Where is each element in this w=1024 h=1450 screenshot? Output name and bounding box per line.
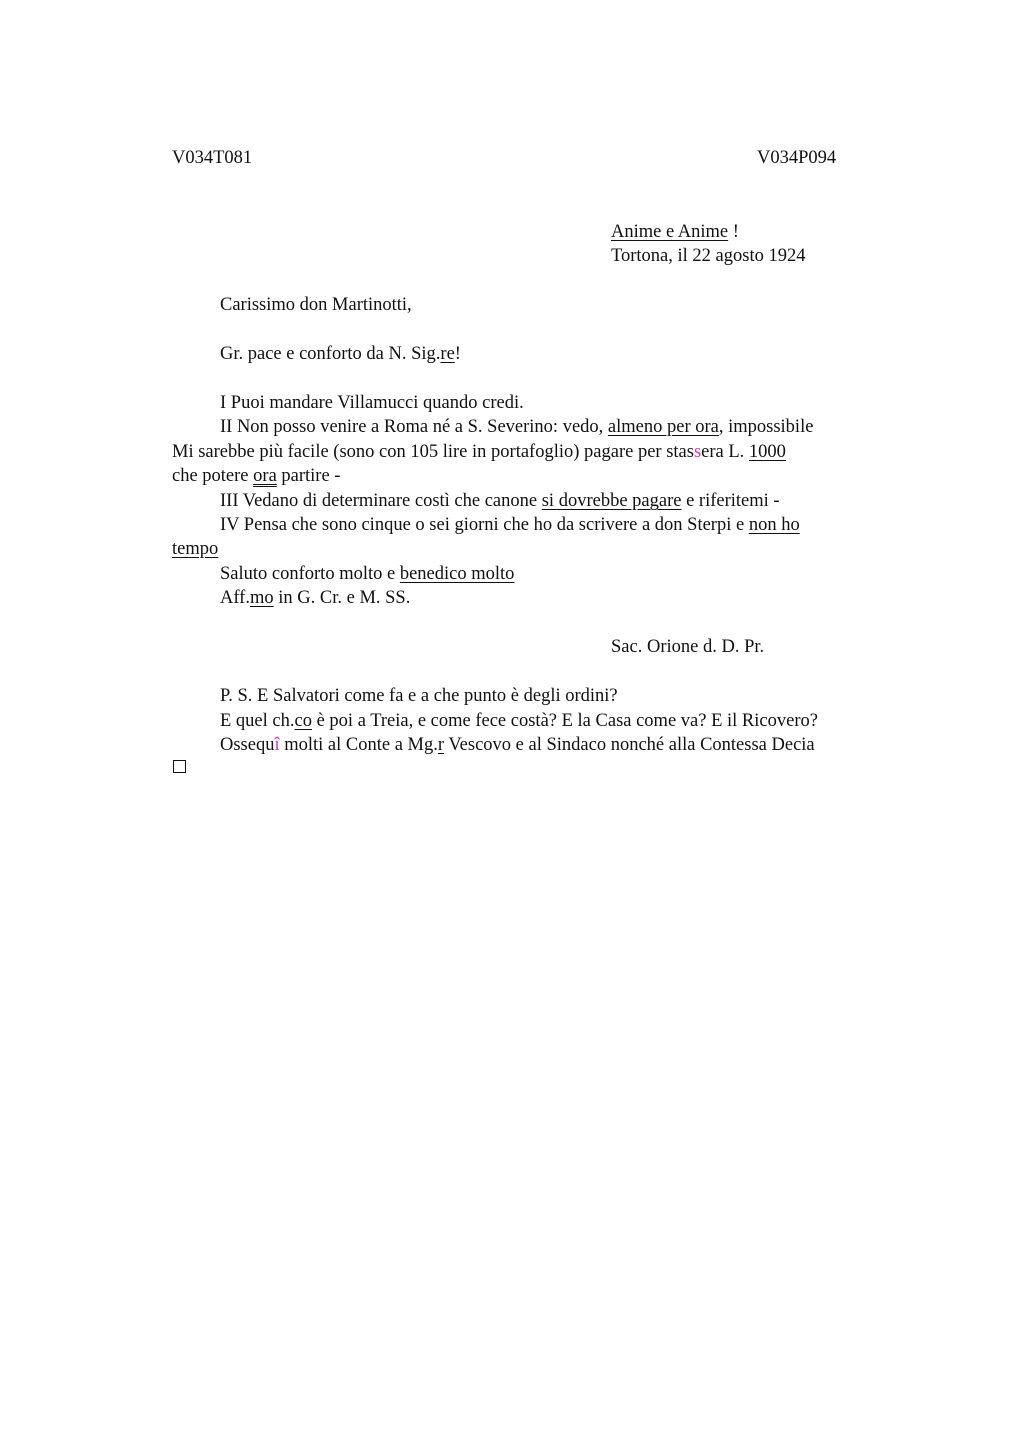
ps-2-end: è poi a Treia, e come fece costà? E la Casa come va? E il Ricovero? — [311, 711, 818, 731]
motto-mark: ! — [728, 222, 739, 242]
point-2-text-4: che potere — [172, 466, 254, 486]
point-3-end: e riferitemi - — [681, 491, 780, 511]
point-2-line-1 — [220, 415, 813, 439]
motto-line — [611, 220, 739, 244]
closing-text: Saluto conforto molto e — [220, 564, 400, 584]
greeting-abbrev: re — [440, 344, 455, 364]
closing-line-2 — [220, 586, 410, 610]
point-3-text: III Vedano di determinare costì che canone — [220, 491, 542, 511]
closing-2-abbrev: mo — [249, 588, 274, 608]
ps-2-text: E quel ch. — [220, 711, 295, 731]
postscript-3 — [220, 733, 815, 757]
motto: Anime e Anime — [611, 222, 729, 242]
ps-3-end: Vescovo e al Sindaco nonché alla Contessa Decia — [444, 735, 815, 755]
ps-3-text-2: molti al Conte a Mg. — [279, 735, 438, 755]
point-4-text: IV Pensa che sono cinque o sei giorni che ho da scrivere a don Sterpi e — [220, 515, 749, 535]
point-2-magenta-letter: s — [693, 442, 702, 462]
right-reference-code: V034P094 — [757, 148, 837, 168]
ps-3-magenta-letter: î — [274, 735, 280, 755]
closing-line-1 — [220, 562, 514, 586]
point-3 — [220, 489, 780, 513]
point-4-line-1 — [220, 513, 800, 537]
greeting-text: Gr. pace e conforto da N. Sig. — [220, 344, 441, 364]
point-2-underlined: almeno per ora — [607, 417, 719, 437]
point-4-underlined-2: tempo — [172, 539, 219, 559]
point-2-text-3: era L. — [701, 442, 749, 462]
greeting-end: ! — [454, 344, 461, 364]
ps-3-text: Ossequ — [220, 735, 275, 755]
closing-2-end: in G. Cr. e M. SS. — [273, 588, 411, 608]
point-2-double-underlined: ora — [253, 466, 277, 486]
point-4-line-2 — [172, 537, 218, 561]
point-2-line-3 — [172, 464, 340, 488]
ps-3-abbrev: r — [437, 735, 445, 755]
point-4-underlined: non ho — [748, 515, 800, 535]
place-date: Tortona, il 22 agosto 1924 — [611, 246, 806, 266]
end-square-icon — [173, 760, 186, 773]
salutation: Carissimo don Martinotti, — [220, 295, 412, 315]
closing-2-text: Aff. — [220, 588, 250, 608]
point-2-text-2: Mi sarebbe più facile (sono con 105 lire in portafoglio) pagare per stas — [172, 442, 694, 462]
greeting-line — [220, 342, 461, 366]
point-2-amount: 1000 — [748, 442, 786, 462]
signature: Sac. Orione d. D. Pr. — [611, 637, 765, 657]
point-1: I Puoi mandare Villamucci quando credi. — [220, 393, 524, 413]
left-reference-code: V034T081 — [172, 148, 253, 168]
closing-underlined: benedico molto — [399, 564, 515, 584]
point-2-line-2 — [172, 440, 786, 464]
postscript-1: P. S. E Salvatori come fa e a che punto è degli ordini? — [220, 686, 618, 706]
point-2-text-5: partire - — [276, 466, 341, 486]
point-3-underlined: si dovrebbe pagare — [541, 491, 682, 511]
ps-2-abbrev: co — [294, 711, 312, 731]
postscript-2 — [220, 709, 818, 733]
point-2-end: , impossibile — [718, 417, 814, 437]
point-2-text: II Non posso venire a Roma né a S. Severino: vedo, — [220, 417, 608, 437]
